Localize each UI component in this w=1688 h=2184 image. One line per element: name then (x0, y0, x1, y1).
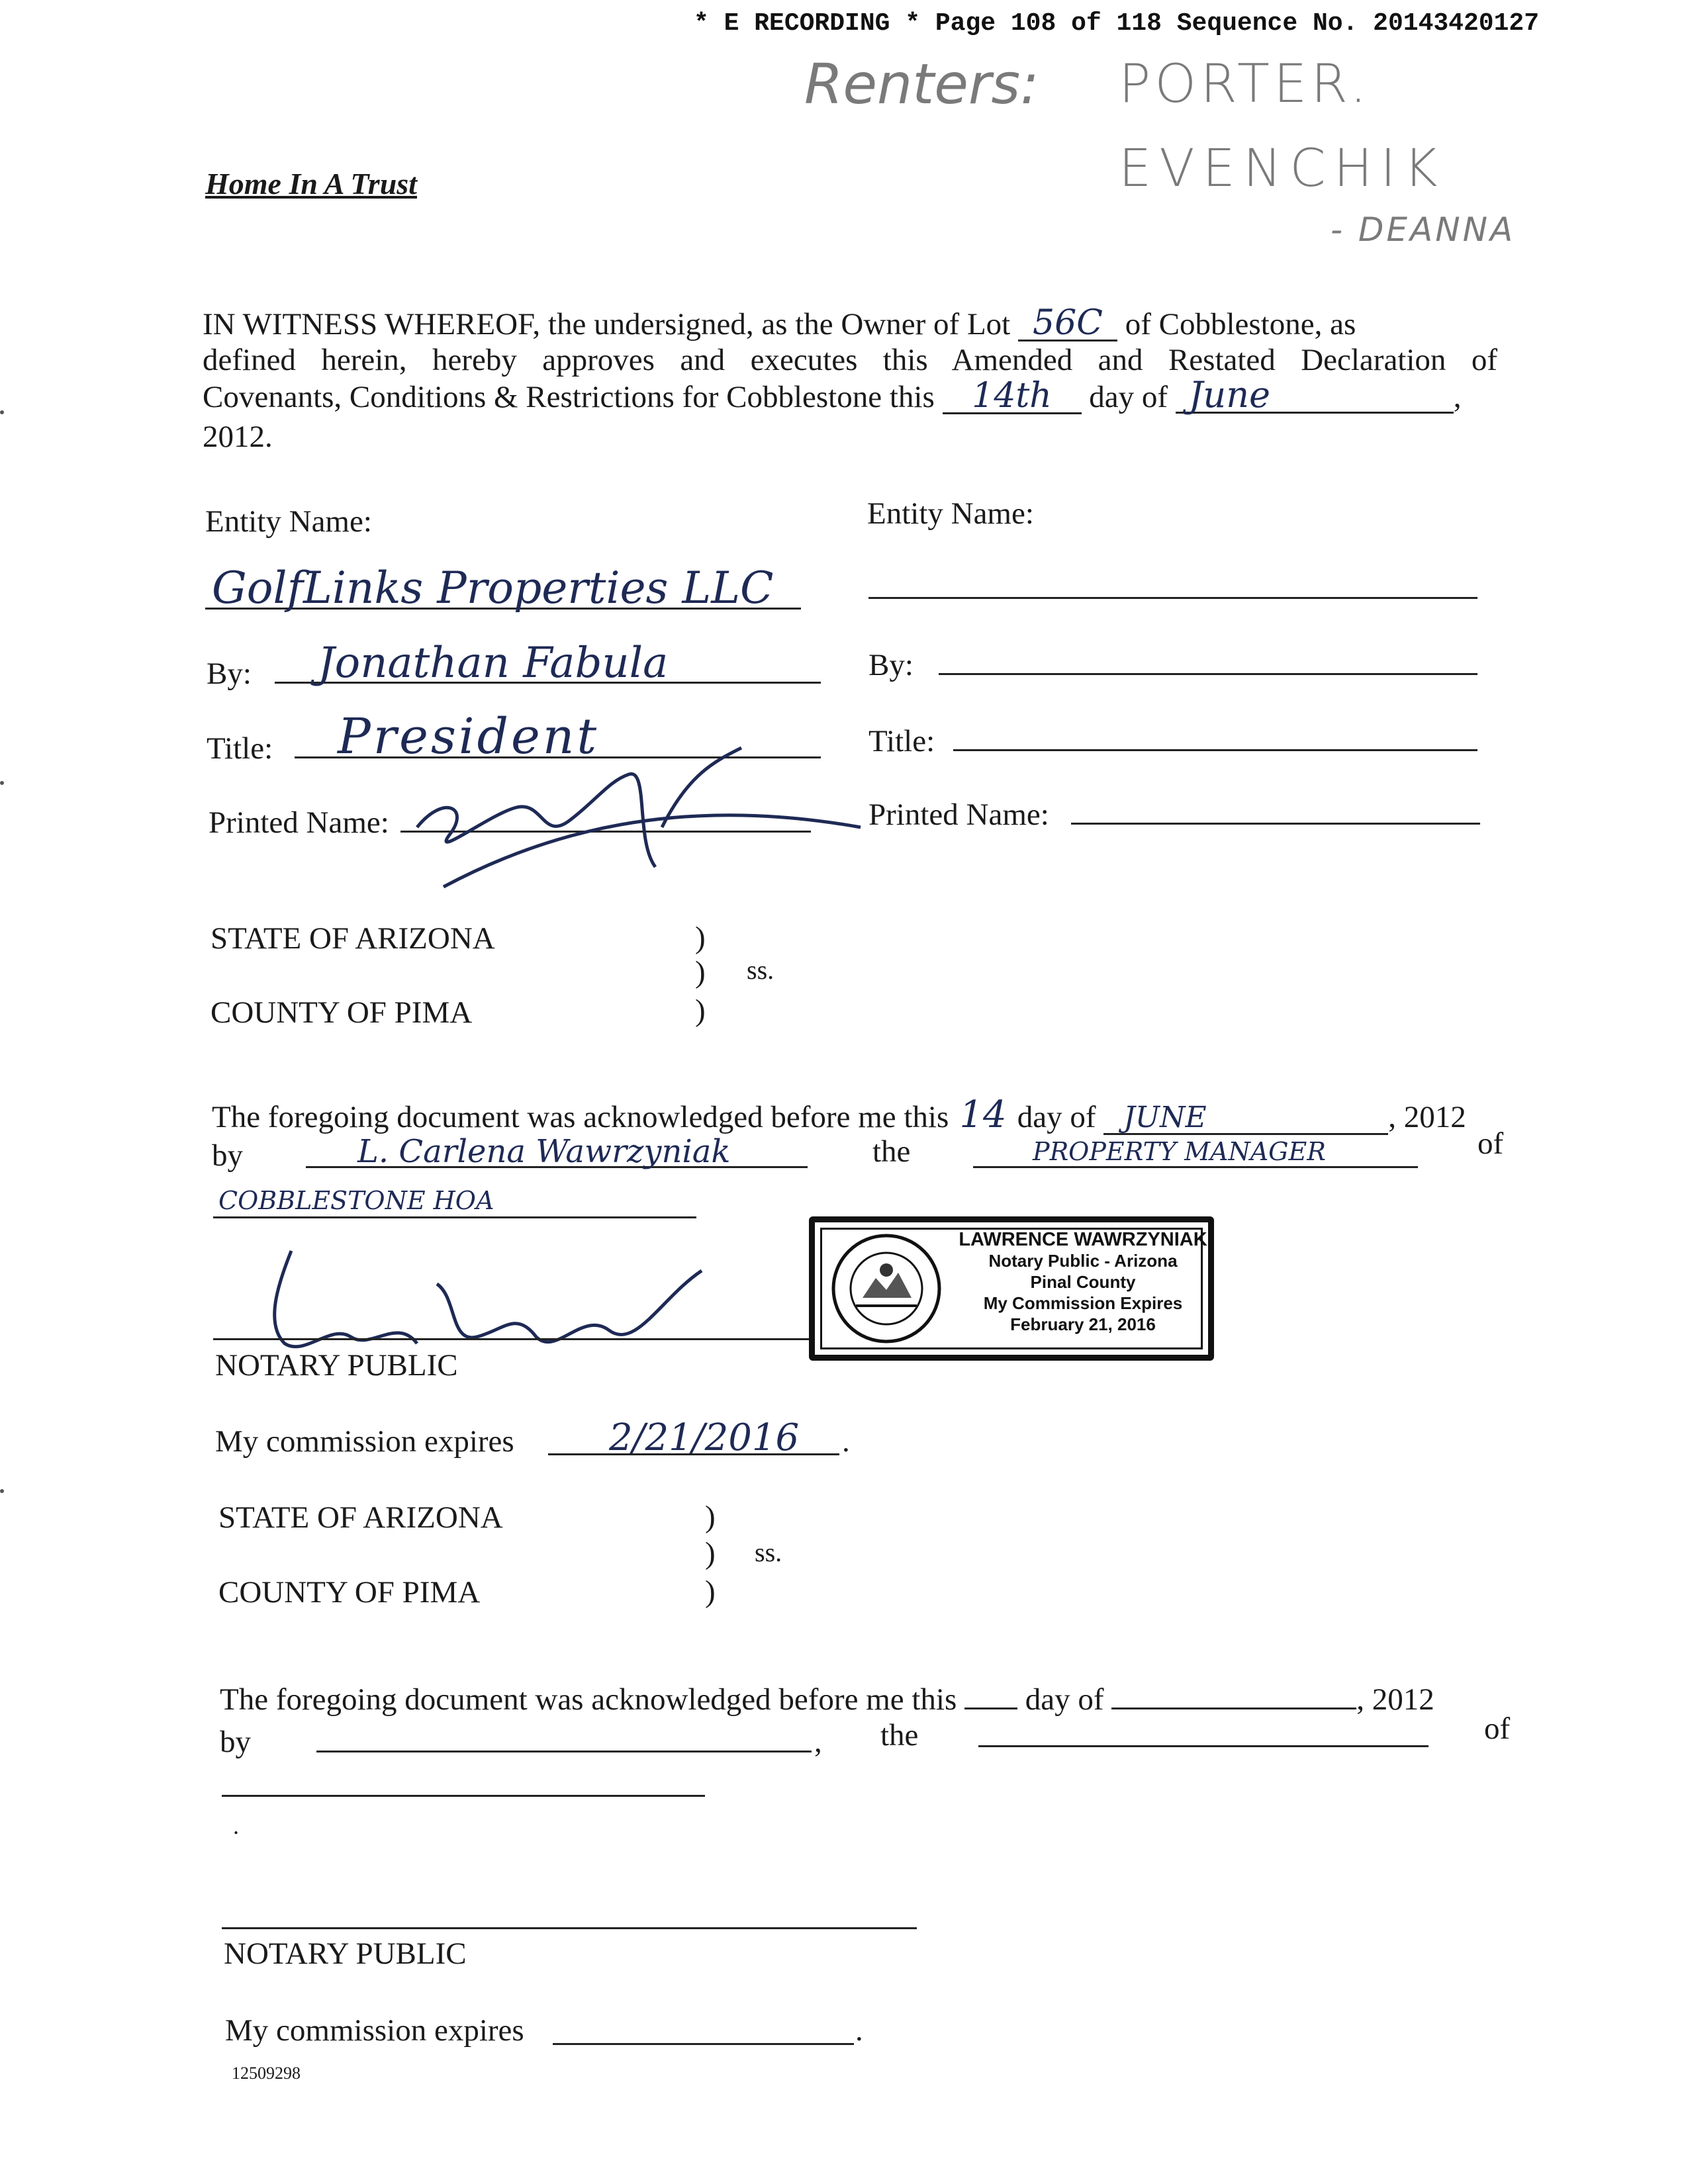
ack-month-value: JUNE (1103, 1103, 1388, 1135)
title-value-left: President (338, 708, 600, 765)
ack-line-1 (212, 1093, 1466, 1136)
ack-month-blank (1111, 1681, 1356, 1709)
commission-label-2: My commission expires (225, 2013, 524, 2048)
by-label-left: By: (207, 657, 252, 691)
renter-evenchik: EVENCHIK (1119, 139, 1446, 199)
title-label-right: Title: (868, 724, 935, 758)
recording-header: * E RECORDING * Page 108 of 118 Sequence No. 20143420127 (694, 9, 1540, 38)
county-label-1: COUNTY OF PIMA (211, 995, 473, 1030)
notary-stamp (809, 1216, 1214, 1361)
printed-name-label-left: Printed Name: (209, 805, 389, 840)
section-title: Home In A Trust (205, 167, 417, 201)
stamp-line-5: February 21, 2016 (1010, 1314, 1156, 1334)
ack-by-line-2 (316, 1751, 812, 1752)
bracket: ) (705, 1574, 716, 1609)
state-seal-icon (829, 1232, 943, 1345)
by-value-left: Jonathan Fabula (318, 639, 669, 688)
ack-text: The foregoing document was acknowledged before me this (212, 1100, 949, 1134)
ack-by-label-2: by (220, 1725, 251, 1759)
witness-text: Covenants, Conditions & Restrictions for Cobblestone this (203, 380, 935, 414)
stamp-line-2: Notary Public - Arizona (988, 1251, 1178, 1271)
ack-day-value: 14 (959, 1093, 1007, 1136)
scan-mark (0, 781, 4, 785)
signature-drawing (344, 735, 874, 907)
ss-label-1: ss. (747, 955, 774, 985)
day-value: 14th (943, 379, 1082, 414)
stamp-line-4: My Commission Expires (983, 1293, 1183, 1313)
ack-text: , 2012 (1388, 1100, 1466, 1134)
ack-the-label-1: the (872, 1134, 911, 1169)
ack-of-label-2: of (1484, 1711, 1511, 1746)
renter-porter: PORTER. (1119, 53, 1371, 114)
ack-role-value-1: PROPERTY MANAGER (1033, 1137, 1326, 1166)
ack-the-label-2: the (880, 1718, 919, 1752)
by-line-right (939, 673, 1477, 675)
ack-role-line-1 (973, 1166, 1418, 1168)
commission-line-2 (553, 2043, 854, 2045)
bracket: ) (705, 1536, 716, 1570)
ack-by-value-1: L. Carlena Wawrzyniak (357, 1133, 731, 1170)
bracket: ) (695, 921, 706, 955)
commission-end-2: . (855, 2013, 863, 2048)
ack-text: day of (1017, 1100, 1096, 1134)
ack-line-2 (220, 1681, 1434, 1718)
ack-day-blank (964, 1681, 1017, 1709)
witness-line-2: defined herein, hereby approves and executes this Amended and Restated Declaration of (203, 343, 1497, 377)
ack-role-line-2 (978, 1745, 1429, 1747)
printed-name-label-right: Printed Name: (868, 797, 1049, 832)
title-label-left: Title: (207, 731, 273, 766)
scan-mark (0, 410, 4, 414)
state-label-1: STATE OF ARIZONA (211, 921, 495, 956)
entity-name-label-right: Entity Name: (867, 496, 1034, 531)
bracket: ) (695, 993, 706, 1028)
ss-label-2: ss. (755, 1537, 782, 1567)
by-label-right: By: (868, 648, 914, 682)
witness-text: , (1453, 380, 1462, 414)
ack-by-label-1: by (212, 1138, 243, 1173)
month-value: June (1176, 379, 1454, 414)
ack-text: , 2012 (1356, 1682, 1434, 1717)
county-label-2: COUNTY OF PIMA (218, 1575, 481, 1610)
stamp-name: LAWRENCE WAWRZYNIAK (959, 1229, 1207, 1250)
renters-label: Renters: (804, 52, 1039, 116)
renter-deanna: - DEANNA (1331, 210, 1516, 249)
bracket: ) (695, 955, 706, 989)
ack-org-line-1 (213, 1216, 696, 1218)
bracket: ) (705, 1500, 716, 1534)
footer-number: 12509298 (232, 2064, 301, 2083)
witness-text: IN WITNESS WHEREOF, the undersigned, as the Owner of Lot (203, 307, 1011, 341)
witness-text: of Cobblestone, as (1125, 307, 1356, 341)
ack-text: The foregoing document was acknowledged before me this (220, 1682, 957, 1717)
title-line-right (953, 749, 1477, 751)
lot-number: 56C (1018, 306, 1117, 341)
notary-public-label-2: NOTARY PUBLIC (224, 1936, 467, 1971)
witness-text: day of (1089, 380, 1168, 414)
ack-of-label-1: of (1477, 1126, 1504, 1161)
notary-signature-line-2 (222, 1927, 917, 1929)
entity-name-value-left: GolfLinks Properties LLC (212, 563, 774, 614)
ack-text: day of (1025, 1682, 1104, 1717)
entity-name-line-right (868, 597, 1477, 599)
witness-year: 2012. (203, 420, 273, 454)
commission-label-1: My commission expires (215, 1424, 514, 1459)
commission-end-1: . (842, 1424, 850, 1459)
ack-org-value-1: COBBLESTONE HOA (218, 1186, 494, 1215)
ack-comma-2: , (814, 1725, 822, 1759)
witness-line-1 (203, 303, 1356, 343)
notary-public-label-1: NOTARY PUBLIC (215, 1348, 458, 1383)
stamp-text-block (954, 1229, 1212, 1335)
ack-dot-2: . (233, 1813, 239, 1839)
notary-signature-line-1 (213, 1338, 809, 1340)
state-label-2: STATE OF ARIZONA (218, 1500, 503, 1535)
commission-value-1: 2/21/2016 (609, 1416, 800, 1459)
ack-org-line-2 (222, 1795, 705, 1797)
stamp-line-3: Pinal County (1030, 1272, 1136, 1292)
printed-name-line-right (1071, 823, 1480, 825)
entity-name-label-left: Entity Name: (205, 504, 372, 539)
scan-mark (0, 1489, 4, 1493)
witness-line-3 (203, 374, 1462, 416)
